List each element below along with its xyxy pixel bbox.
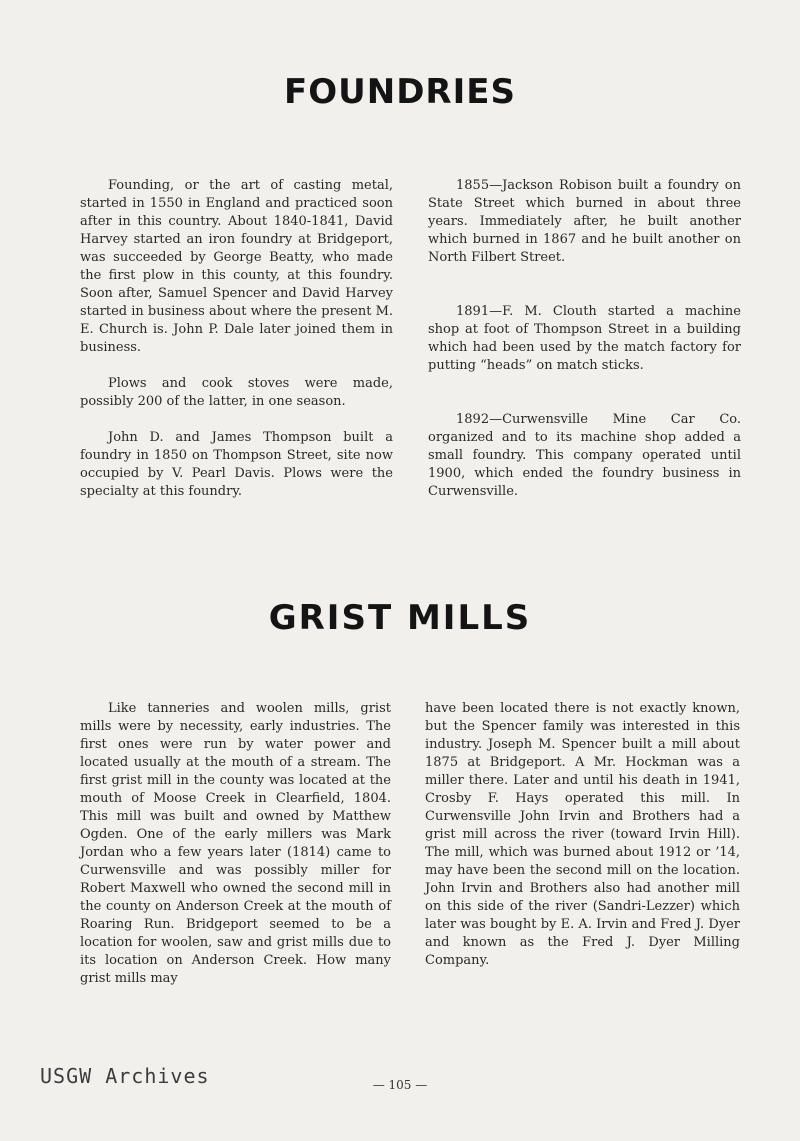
- page-number: — 105 —: [372, 1078, 428, 1092]
- foundries-entry-1892: 1892—Curwensville Mine Car Co. organized and to its machine shop added a small foundry. This company operated until 1900, which ended the foundry business in Curwensville.: [428, 412, 741, 499]
- grist-mills-heading: GRIST MILLS: [268, 598, 532, 638]
- foundries-entry-1891: 1891—F. M. Clouth started a machine shop at foot of Thompson Street in a building which had been used by the match factory for putting “heads” on match sticks.: [428, 304, 741, 373]
- foundries-left-column: [80, 177, 393, 501]
- grist-mills-right-column: [425, 700, 740, 970]
- grist-mills-paragraph-right: have been located there is not exactly known, but the Spencer family was interested in this industry. Joseph M. Spencer built a mill about 1875 at Bridgeport. A Mr. Hockman was a miller there. Later and until his death in 1941, Crosby F. Hays operated this mill. In Curwensville John Irvin and Brothers had a grist mill across the river (toward Irvin Hill). The mill, which was burned about 1912 or ’14, may have been the second mill on the location. John Irvin and Brothers also had another mill on this side of the river (Sandri-Lezzer) which later was bought by E. A. Irvin and Fred J. Dyer and known as the Fred J. Dyer Milling Company.: [425, 701, 740, 968]
- grist-mills-paragraph-left: Like tanneries and woolen mills, grist mills were by necessity, early industries. The first ones were run by water power and located usually at the mouth of a stream. The first grist mill in the county was located at the mouth of Moose Creek in Clearfield, 1804. This mill was built and owned by Matthew Ogden. One of the early millers was Mark Jordan who a few years later (1814) came to Curwensville and was possibly miller for Robert Maxwell who owned the second mill in the county on Anderson Creek at the mouth of Roaring Run. Bridgeport seemed to be a location for woolen, saw and grist mills due to its location on Anderson Creek. How many grist mills may: [80, 701, 391, 986]
- foundries-paragraph-3: John D. and James Thompson built a foundry in 1850 on Thompson Street, site now occupied by V. Pearl Davis. Plows were the specialty at this foundry.: [80, 430, 393, 499]
- foundries-heading: FOUNDRIES: [284, 72, 516, 112]
- archive-watermark: USGW Archives: [40, 1064, 210, 1088]
- foundries-paragraph-1: Founding, or the art of casting metal, started in 1550 in England and practiced soon after in this country. About 1840-1841, David Harvey started an iron foundry at Bridgeport, was succeeded by George Beatty, who made the first plow in this county, at this foundry. Soon after, Samuel Spencer and David Harvey started in business about where the present M. E. Church is. John P. Dale later joined them in business.: [80, 178, 394, 355]
- grist-mills-left-column: [80, 700, 391, 988]
- foundries-paragraph-2: Plows and cook stoves were made, possibly 200 of the latter, in one season.: [80, 376, 393, 409]
- foundries-entry-1855: 1855—Jackson Robison built a foundry on State Street which burned in about three years. Immediately after, he built another which burned in 1867 and he built another on North Filbert Street.: [428, 178, 741, 265]
- foundries-right-column: [428, 177, 741, 501]
